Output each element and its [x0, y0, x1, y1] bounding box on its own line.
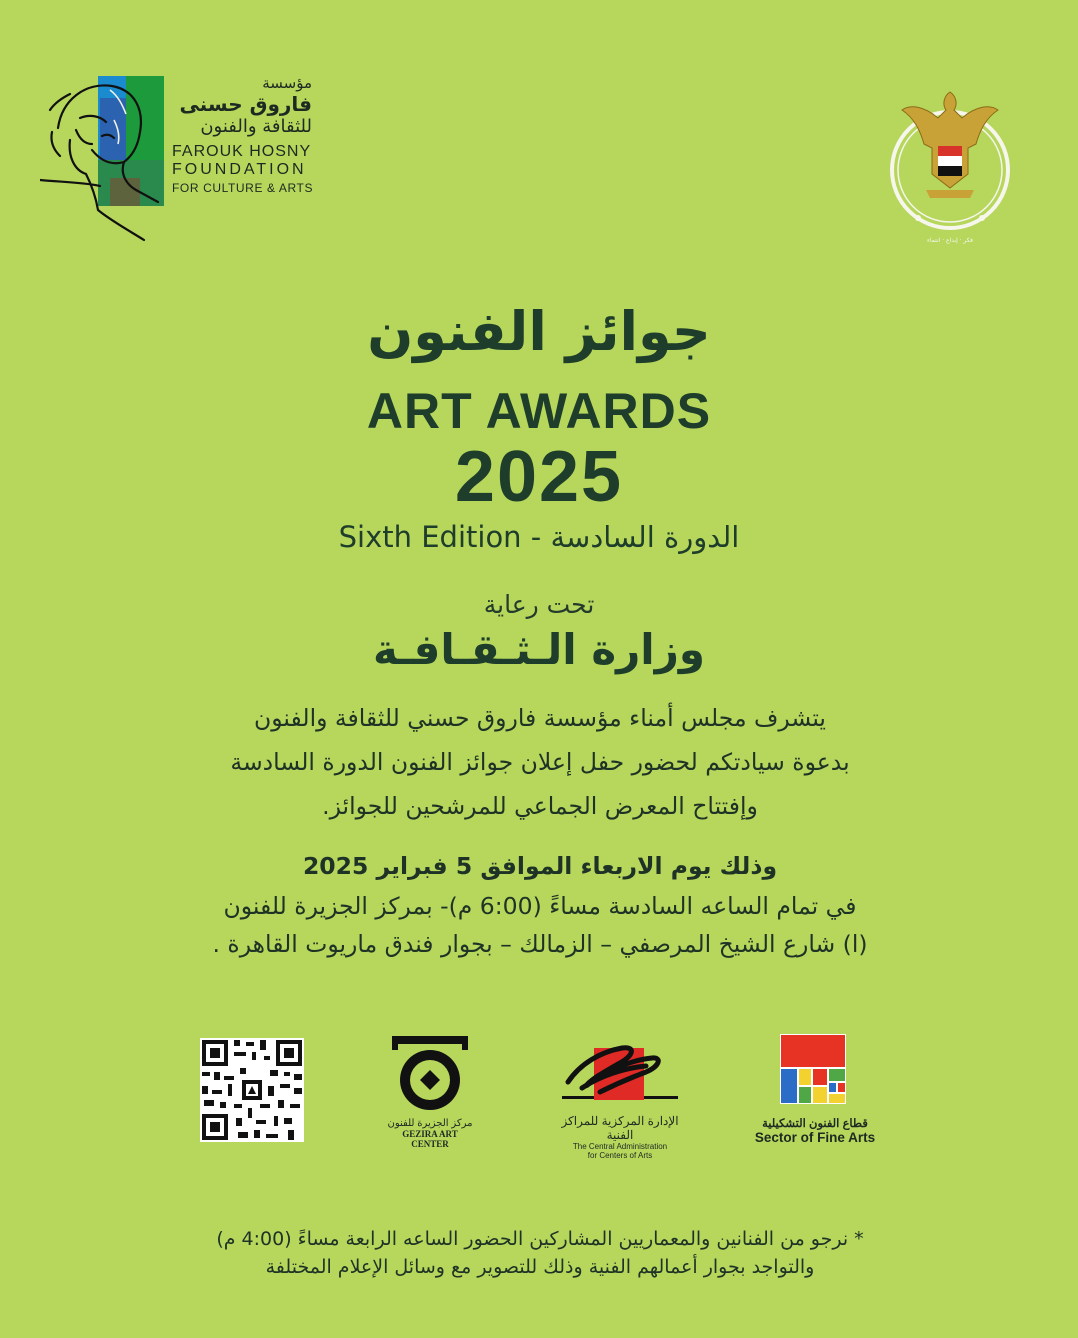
- event-time: في تمام الساعه السادسة مساءً (6:00 م)- بمركز الجزيرة للفنون: [223, 892, 857, 920]
- foundation-ar-line3: للثقافة والفنون: [200, 116, 312, 137]
- event-address: (ا) شارع الشيخ المرصفي – الزمالك – بجوار فندق ماريوت القاهرة .: [212, 930, 868, 958]
- invitation-line-3: وإفتتاح المعرض الجماعي للمرشحين للجوائز.: [322, 792, 758, 820]
- central-english-line2: for Centers of Arts: [587, 1151, 653, 1160]
- qr-code-icon: [200, 1038, 304, 1142]
- gezira-emblem-icon: [385, 1034, 475, 1114]
- event-date: وذلك يوم الاربعاء الموافق 5 فبراير 2025: [302, 852, 778, 880]
- sector-of-fine-arts-emblem-icon: [745, 1034, 885, 1108]
- edition-line: [0, 520, 1078, 554]
- qr-code[interactable]: [200, 1038, 304, 1142]
- foundation-en-line3: FOR CULTURE & ARTS: [172, 181, 314, 195]
- note-line-1: * نرجو من الفنانين والمعماريين المشاركين الحضور الساعه الرابعة مساءً (4:00 م): [216, 1228, 864, 1250]
- eagle-emblem-icon: [880, 78, 1020, 248]
- title-year: 2025: [454, 437, 624, 517]
- title-english: ART AWARDS: [366, 383, 712, 439]
- central-administration-logo: [560, 1030, 680, 1160]
- central-arabic: الإدارة المركزية للمراكز الفنية: [561, 1114, 679, 1142]
- invitation-line-1: يتشرف مجلس أمناء مؤسسة فاروق حسني للثقافة والفنون: [254, 704, 826, 732]
- gezira-art-center-logo: [385, 1034, 475, 1149]
- patronage-ministry: وزارة الـثـقـافـة: [373, 625, 705, 674]
- gezira-arabic: مركز الجزيرة للفنون: [387, 1118, 473, 1129]
- portrait-sketch-icon: [40, 70, 170, 245]
- title-arabic: جوائز الفنون: [367, 300, 711, 363]
- central-english-line1: The Central Administration: [572, 1142, 668, 1151]
- sector-of-fine-arts-logo: [745, 1034, 885, 1149]
- foundation-ar-line2: فاروق حسنى: [179, 92, 312, 116]
- note-line-2: والتواجد بجوار أعمالهم الفنية وذلك للتصوير مع وسائل الإعلام المختلفة: [265, 1256, 815, 1278]
- sector-arabic: قطاع الفنون التشكيلية: [762, 1118, 868, 1130]
- foundation-name: [172, 74, 312, 195]
- foundation-en-line2: FOUNDATION: [172, 161, 307, 178]
- foundation-logo: [40, 70, 330, 245]
- ministry-seal: [880, 78, 1020, 248]
- seal-motto: فكر · إبداع · انتماء: [927, 237, 973, 244]
- central-administration-emblem-icon: [560, 1030, 680, 1110]
- invitation-line-2: بدعوة سيادتكم لحضور حفل إعلان جوائز الفنون الدورة السادسة: [230, 748, 850, 776]
- patronage-label: تحت رعاية: [483, 590, 595, 619]
- foundation-ar-line1: مؤسسة: [262, 74, 312, 92]
- foundation-en-line1: FAROUK HOSNY: [172, 143, 312, 160]
- gezira-english: GEZIRA ART CENTER: [402, 1129, 458, 1149]
- edition-arabic: الدورة السادسة: [550, 520, 740, 554]
- edition-english: Sixth Edition -: [338, 520, 542, 554]
- sector-english: Sector of Fine Arts: [754, 1130, 876, 1145]
